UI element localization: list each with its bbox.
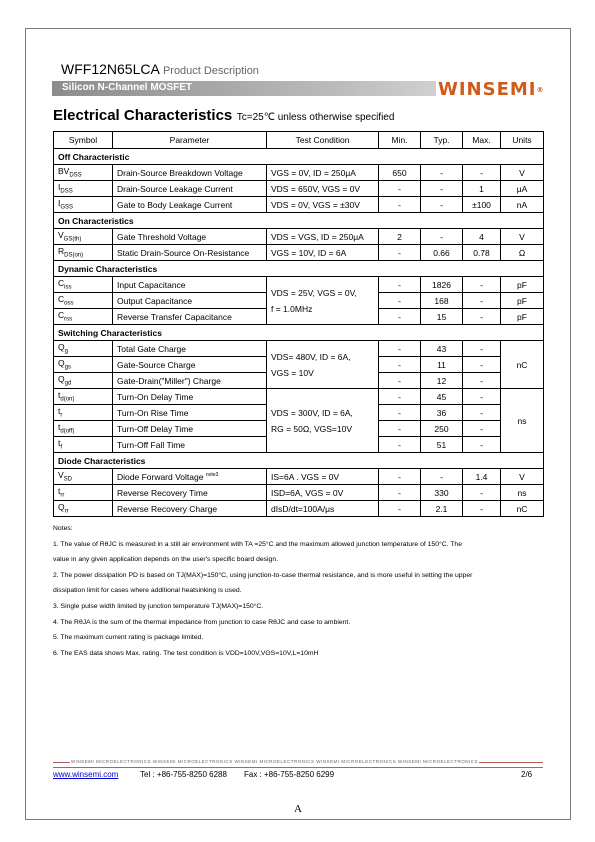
section-label: On Characteristics <box>54 213 544 229</box>
min-cell: - <box>379 293 421 309</box>
param-cell: Reverse Transfer Capacitance <box>113 309 267 325</box>
max-cell: 0.78 <box>463 245 501 261</box>
note-5: 5. The maximum current rating is package limited. <box>53 634 204 642</box>
min-cell: - <box>379 405 421 421</box>
section-row <box>54 261 544 277</box>
typ-cell: 168 <box>421 293 463 309</box>
max-cell: - <box>463 485 501 501</box>
param-cell: Turn-On Delay Time <box>113 389 267 405</box>
winsemi-logo <box>436 79 547 101</box>
cond-cell: ISD=6A, VGS = 0V <box>267 485 379 501</box>
symbol-cell: $R_{DS(on)}$ <box>54 245 113 261</box>
symbol-cell: $t_{d(on)}$ <box>54 389 113 405</box>
unit-cell: pF <box>501 309 544 325</box>
symbol-cell: $C_{rss}$ <box>54 309 113 325</box>
unit-cell: V <box>501 229 544 245</box>
min-cell: - <box>379 421 421 437</box>
max-cell: - <box>463 341 501 357</box>
symbol-cell: $t_r$ <box>54 405 113 421</box>
symbol-cell: $t_{d(off)}$ <box>54 421 113 437</box>
max-cell: - <box>463 437 501 453</box>
table-row <box>54 245 544 261</box>
logo-text: WINSEMI <box>438 79 537 100</box>
electrical-characteristics-table <box>53 131 544 517</box>
param-cell: Total Gate Charge <box>113 341 267 357</box>
min-cell: - <box>379 245 421 261</box>
min-cell: - <box>379 341 421 357</box>
section-condition: Tc=25℃ unless otherwise specified <box>236 112 395 123</box>
symbol-cell: $Q_{gs}$ <box>54 357 113 373</box>
typ-cell: 11 <box>421 357 463 373</box>
unit-cell: ns <box>501 389 544 453</box>
max-cell: - <box>463 389 501 405</box>
max-cell: - <box>463 165 501 181</box>
table-row <box>54 197 544 213</box>
typ-cell: 45 <box>421 389 463 405</box>
page-number: 2/6 <box>521 770 533 779</box>
header-cell: Max. <box>463 132 501 149</box>
typ-cell: 330 <box>421 485 463 501</box>
typ-cell: 43 <box>421 341 463 357</box>
section-label: Switching Characteristics <box>54 325 544 341</box>
notes-title: Notes: <box>53 525 73 532</box>
table-row <box>54 165 544 181</box>
param-cell: Drain-Source Leakage Current <box>113 181 267 197</box>
param-cell: Gate-Drain("Miller") Charge <box>113 373 267 389</box>
unit-cell: V <box>501 165 544 181</box>
param-cell: Gate Threshold Voltage <box>113 229 267 245</box>
param-cell: Turn-On Rise Time <box>113 405 267 421</box>
typ-cell: 12 <box>421 373 463 389</box>
section-row <box>54 325 544 341</box>
min-cell: - <box>379 373 421 389</box>
symbol-cell: $I_{GSS}$ <box>54 197 113 213</box>
max-cell: - <box>463 309 501 325</box>
table-row <box>54 501 544 517</box>
min-cell: - <box>379 469 421 485</box>
cond-cell: VDS = VGS, ID = 250μA <box>267 229 379 245</box>
max-cell: - <box>463 421 501 437</box>
page-letter: A <box>294 803 302 815</box>
cond-cell: dIsD/dt=100A/μs <box>267 501 379 517</box>
symbol-cell: $Q_{gd}$ <box>54 373 113 389</box>
section-heading: Electrical Characteristics <box>53 107 233 124</box>
registered-mark: ® <box>536 86 545 94</box>
unit-cell: nC <box>501 341 544 389</box>
unit-cell: nC <box>501 501 544 517</box>
symbol-cell: $V_{SD}$ <box>54 469 113 485</box>
section-label: Off Characteristic <box>54 149 544 165</box>
product-description: Product Description <box>162 65 259 77</box>
symbol-cell: $Q_{rr}$ <box>54 501 113 517</box>
cond-cell: VGS = 0V, ID = 250μA <box>267 165 379 181</box>
table-row <box>54 485 544 501</box>
max-cell: - <box>463 501 501 517</box>
min-cell: 650 <box>379 165 421 181</box>
param-cell: Reverse Recovery Time <box>113 485 267 501</box>
fax: Fax : +86-755-8250 6299 <box>244 770 335 779</box>
param-cell: Static Drain-Source On-Resistance <box>113 245 267 261</box>
note-1: 1. The value of RθJC is measured in a still air environment with TA =25°C and the maximum allowed junction temperature of 150°C. The <box>53 540 462 548</box>
min-cell: - <box>379 437 421 453</box>
typ-cell: 1826 <box>421 277 463 293</box>
section-row <box>54 149 544 165</box>
typ-cell: - <box>421 165 463 181</box>
max-cell: 1.4 <box>463 469 501 485</box>
typ-cell: 250 <box>421 421 463 437</box>
header-cell: Parameter <box>113 132 267 149</box>
part-title <box>61 61 259 77</box>
part-number: WFF12N65LCA <box>61 61 160 77</box>
section-title <box>53 107 394 125</box>
max-cell: - <box>463 373 501 389</box>
param-cell: Turn-Off Delay Time <box>113 421 267 437</box>
cond-cell: VDS = 650V, VGS = 0V <box>267 181 379 197</box>
cond-cell: VGS = 10V, ID = 6A <box>267 245 379 261</box>
max-cell: - <box>463 293 501 309</box>
telephone: Tel : +86-755-8250 6288 <box>140 770 227 779</box>
unit-cell: V <box>501 469 544 485</box>
table-row <box>54 181 544 197</box>
param-cell: Gate to Body Leakage Current <box>113 197 267 213</box>
min-cell: - <box>379 485 421 501</box>
note-6: 6. The EAS data shows Max. rating. The test condition is VDD=100V,VGS=10V,L=10mH <box>53 649 319 657</box>
param-cell: Drain-Source Breakdown Voltage <box>113 165 267 181</box>
symbol-cell: $t_f$ <box>54 437 113 453</box>
min-cell: - <box>379 501 421 517</box>
symbol-cell: $Q_g$ <box>54 341 113 357</box>
section-row <box>54 453 544 469</box>
banner-text: Silicon N-Channel MOSFET <box>62 82 193 93</box>
max-cell: 4 <box>463 229 501 245</box>
unit-cell: Ω <box>501 245 544 261</box>
footer-band-text: WINSEMI MICROELECTRONICS WINSEMI MICROELECTRONICS WINSEMI MICROELECTRONICS WINSEMI MICROELECTRONICS WINSEMI MICROELECTRONICS <box>71 759 479 764</box>
min-cell: - <box>379 181 421 197</box>
unit-cell: pF <box>501 293 544 309</box>
symbol-cell: $C_{iss}$ <box>54 277 113 293</box>
header-cell: Units <box>501 132 544 149</box>
table-row <box>54 229 544 245</box>
param-cell: Diode Forward Voltage $^{note3}$ <box>113 469 267 485</box>
symbol-cell: $I_{DSS}$ <box>54 181 113 197</box>
note-3: 3. Single pulse width limited by junction temperature TJ(MAX)=150°C. <box>53 602 264 610</box>
note-2-cont: dissipation limit for cases where additional heatsinking is used. <box>53 587 242 595</box>
symbol-cell: $V_{GS(th)}$ <box>54 229 113 245</box>
symbol-cell: $BV_{DSS}$ <box>54 165 113 181</box>
typ-cell: 0.66 <box>421 245 463 261</box>
param-cell: Gate-Source Charge <box>113 357 267 373</box>
min-cell: - <box>379 389 421 405</box>
max-cell: - <box>463 277 501 293</box>
symbol-cell: $C_{oss}$ <box>54 293 113 309</box>
unit-cell: μA <box>501 181 544 197</box>
max-cell: - <box>463 357 501 373</box>
note-1-cont: value in any given application depends on the user's specific board design. <box>53 556 278 564</box>
header-cell: Symbol <box>54 132 113 149</box>
min-cell: - <box>379 357 421 373</box>
unit-cell: ns <box>501 485 544 501</box>
typ-cell: 15 <box>421 309 463 325</box>
table-row <box>54 277 544 293</box>
min-cell: - <box>379 277 421 293</box>
cond-cell: VDS = 25V, VGS = 0V, f = 1.0MHz <box>267 277 379 325</box>
max-cell: ±100 <box>463 197 501 213</box>
header-cell: Typ. <box>421 132 463 149</box>
website-link[interactable]: www.winsemi.com <box>53 770 119 779</box>
param-cell: Output Capacitance <box>113 293 267 309</box>
param-cell: Reverse Recovery Charge <box>113 501 267 517</box>
cond-cell: VDS = 300V, ID = 6A, RG = 50Ω, VGS=10V <box>267 389 379 453</box>
typ-cell: 2.1 <box>421 501 463 517</box>
min-cell: - <box>379 197 421 213</box>
typ-cell: - <box>421 197 463 213</box>
unit-cell: pF <box>501 277 544 293</box>
cond-cell: VDS= 480V, ID = 6A, VGS = 10V <box>267 341 379 389</box>
table-row <box>54 469 544 485</box>
notes <box>53 521 543 661</box>
cond-cell: IS=6A . VGS = 0V <box>267 469 379 485</box>
typ-cell: - <box>421 469 463 485</box>
section-label: Diode Characteristics <box>54 453 544 469</box>
param-cell: Input Capacitance <box>113 277 267 293</box>
table-header <box>54 132 544 149</box>
header-cell: Test Condition <box>267 132 379 149</box>
section-row <box>54 213 544 229</box>
typ-cell: - <box>421 181 463 197</box>
cond-cell: VDS = 0V, VGS = ±30V <box>267 197 379 213</box>
symbol-cell: $t_{rr}$ <box>54 485 113 501</box>
section-label: Dynamic Characteristics <box>54 261 544 277</box>
table-row <box>54 341 544 357</box>
param-cell: Turn-Off Fall Time <box>113 437 267 453</box>
max-cell: 1 <box>463 181 501 197</box>
min-cell: - <box>379 309 421 325</box>
table-row <box>54 389 544 405</box>
note-2: 2. The power dissipation PD is based on TJ(MAX)=150°C, using junction-to-case thermal resistance, and is more useful in setting the upper <box>53 571 473 579</box>
max-cell: - <box>463 405 501 421</box>
typ-cell: - <box>421 229 463 245</box>
unit-cell: nA <box>501 197 544 213</box>
typ-cell: 36 <box>421 405 463 421</box>
typ-cell: 51 <box>421 437 463 453</box>
min-cell: 2 <box>379 229 421 245</box>
header-cell: Min. <box>379 132 421 149</box>
note-4: 4. The RθJA is the sum of the thermal impedance from junction to case RθJC and case to ambient. <box>53 618 351 626</box>
